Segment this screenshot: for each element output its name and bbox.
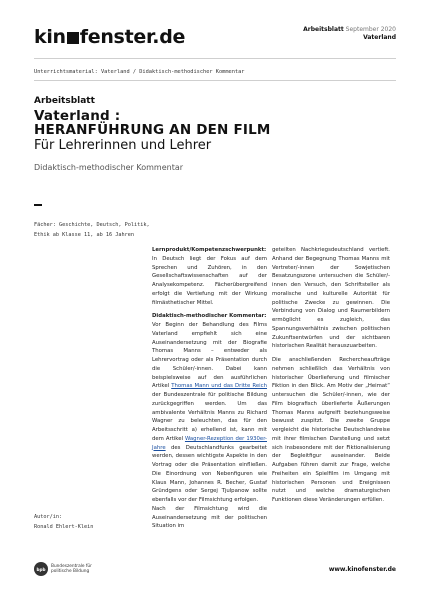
title-line-1: Vaterland : <box>34 108 121 124</box>
text-column-1 <box>152 246 267 531</box>
logo-square-icon <box>67 32 79 44</box>
author-name: Ronald Ehlert-Klein <box>34 524 94 530</box>
header-meta <box>303 26 396 42</box>
page-subtitle: Didaktisch-methodischer Kommentar <box>34 163 184 172</box>
author-label: Autor/in: <box>34 514 63 520</box>
kommentar-text-3: des Deutschlandfunks gearbeitet werden, dessen wichtigste Aspekte in den Vortrag oder die Präsentation einfließen. Die Einordnung von Nebenfiguren wie Klaus Mann, Johannes R. Becher, Gustaf Gründgens oder Sergej Tjulpanow sollte ebenfalls vor der Filmsichtung erfolgen. <box>152 444 267 503</box>
doc-type: Arbeitsblatt <box>303 26 344 33</box>
bpb-name-line-2: politische Bildung <box>51 569 90 574</box>
bpb-name <box>51 564 92 575</box>
logo-text-right: fenster.de <box>79 26 186 48</box>
text-column-2 <box>272 246 390 505</box>
kommentar-text-1: Vor Beginn der Behandlung des Films Vaterland empfiehlt sich eine Auseinandersetzung mit der Biografie Thomas Manns – entweder als Lehrervortrag oder als Präsentation durch die Schüler/-innen. Dabei kann beispielsweise auf den ausführlichen Artikel <box>152 322 267 390</box>
breadcrumb-divider <box>34 80 396 81</box>
kommentar-text-4: Nach der Filmsichtung wird die Auseinandersetzung mit der politischen Situation im <box>152 505 267 530</box>
header-divider <box>34 58 396 59</box>
col2-paragraph-1: geteilten Nachkriegsdeutschland vertieft. Anhand der Begegnung Thomas Manns mit Vertreter/-innen der Sowjetischen Besatzungszone untersuchen die Schüler/-innen den Versuch, den Schriftsteller als moralische und kulturelle Autorität für politische Zwecke zu gewinnen. Die Verbindung von Dialog und Raumerbildern ermöglicht es zugleich, das Spannungsverhältnis zwischen politischen Zukunftsentwürfen und der sichtbaren historischen Realität herauszuarbeiten. <box>272 247 390 350</box>
section-dash <box>34 204 42 206</box>
bpb-logo[interactable] <box>34 562 92 576</box>
title-line-2: HERANFÜHRUNG AN DEN FILM <box>34 122 271 138</box>
lernprodukt-text: In Deutsch liegt der Fokus auf dem Sprechen und Zuhören, in den Gesellschaftswissenschaften auf der Analysekompetenz. Fächerübergreifend erfolgt die Vertiefung mit der Wirkung filmästhetischer Mittel. <box>152 255 267 306</box>
faecher-block <box>34 220 164 240</box>
kommentar-text-2: der Bundeszentrale für politische Bildung zurückgegriffen werden. Um das ambivalente Verhältnis Manns zu Richard Wagner zu beleuchten, das für den Arbeitsschritt a) erhellend ist, kann mit dem Artikel <box>152 392 267 442</box>
logo-text-left: kin <box>34 26 66 48</box>
kommentar-paragraph <box>152 321 267 505</box>
author-block <box>34 512 93 532</box>
doc-date: September 2020 <box>345 26 396 33</box>
faecher-label: Fächer: <box>34 222 56 228</box>
film-title: Vaterland <box>363 34 396 41</box>
title-line-3: Für Lehrerinnen und Lehrer <box>34 138 212 153</box>
col2-paragraph-2: Die anschließenden Rechercheaufträge nehmen schließlich das Verhältnis von historischer Überlieferung und filmischer Fiktion in den Blick. Am Motiv der „Heimat“ untersuchen die Schüler/-innen, wie der Film biografisch überlieferte Äußerungen Thomas Manns aufgreift beziehungsweise bewusst zuspitzt. Die zweite Gruppe vergleicht die historische Deutschlandreise mit ihrer filmischen Darstellung und setzt sich insbesondere mit der Fiktionalisierung der Begleitfigur auseinander. Beide Aufgaben führen damit zur Frage, welche Freiheiten ein Spielfilm im Umgang mit historischen Personen und Ereignissen nutzt und welche dramaturgischen Funktionen diese Veränderungen erfüllen. <box>272 357 390 503</box>
title-kicker: Arbeitsblatt <box>34 96 95 106</box>
link-wagner-rezeption[interactable]: Wagner-Rezeption der 1930er-Jahre <box>152 435 267 451</box>
bpb-name-line-1: Bundeszentrale für <box>51 563 92 569</box>
kommentar-heading: Didaktisch-methodischer Kommentar: <box>152 313 267 320</box>
kinofenster-logo[interactable] <box>34 26 185 48</box>
lernprodukt-heading: Lernprodukt/Kompetenzschwerpunkt: <box>152 247 267 253</box>
bpb-icon: bpb <box>34 562 48 576</box>
faecher-text: Geschichte, Deutsch, Politik, Ethik ab Klasse 11, ab 16 Jahren <box>34 222 150 238</box>
breadcrumb: Unterrichtsmaterial: Vaterland / Didaktisch-methodischer Kommentar <box>34 69 245 75</box>
footer-url[interactable]: www.kinofenster.de <box>328 566 396 573</box>
link-thomas-mann[interactable]: Thomas Mann und das Dritte Reich <box>171 383 267 390</box>
